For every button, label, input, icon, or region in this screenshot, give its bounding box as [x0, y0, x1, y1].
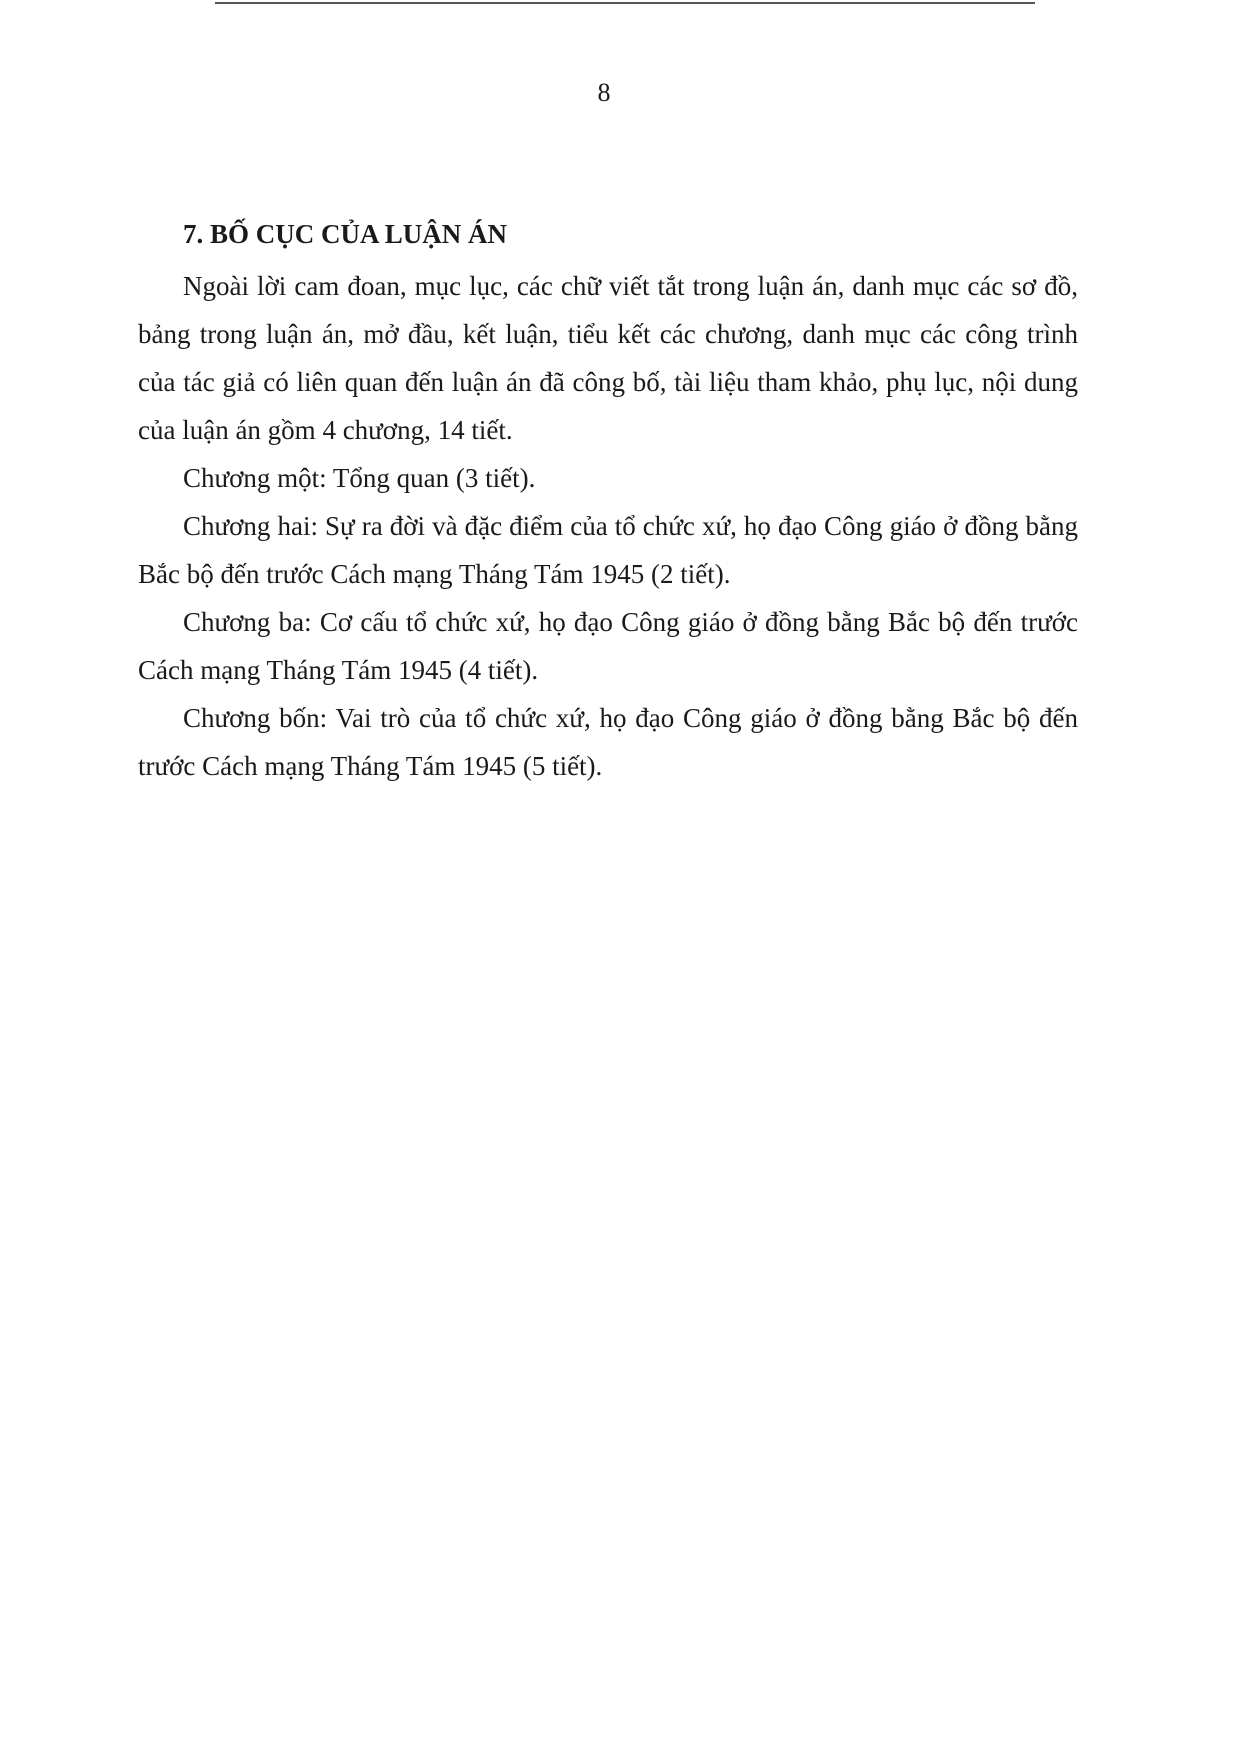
- top-rule: [215, 2, 1035, 4]
- intro-paragraph: Ngoài lời cam đoan, mục lục, các chữ viết tắt trong luận án, danh mục các sơ đồ, bảng trong luận án, mở đầu, kết luận, tiểu kết các chương, danh mục các công trình của tác giả có liên quan đến luận án đã công bố, tài liệu tham khảo, phụ lục, nội dung của luận án gồm 4 chương, 14 tiết.: [138, 271, 1078, 445]
- chapter-three-paragraph: Chương ba: Cơ cấu tổ chức xứ, họ đạo Công giáo ở đồng bằng Bắc bộ đến trước Cách mạng Tháng Tám 1945 (4 tiết).: [138, 607, 1078, 685]
- section-content: [138, 210, 1078, 790]
- chapter-one-paragraph: Chương một: Tổng quan (3 tiết).: [183, 463, 536, 493]
- page-number: 8: [597, 78, 611, 107]
- chapter-two-paragraph: Chương hai: Sự ra đời và đặc điểm của tổ chức xứ, họ đạo Công giáo ở đồng bằng Bắc bộ đến trước Cách mạng Tháng Tám 1945 (2 tiết).: [138, 511, 1078, 589]
- section-heading: 7. BỐ CỤC CỦA LUẬN ÁN: [183, 219, 508, 249]
- chapter-four-paragraph: Chương bốn: Vai trò của tổ chức xứ, họ đạo Công giáo ở đồng bằng Bắc bộ đến trước Cách mạng Tháng Tám 1945 (5 tiết).: [138, 703, 1078, 781]
